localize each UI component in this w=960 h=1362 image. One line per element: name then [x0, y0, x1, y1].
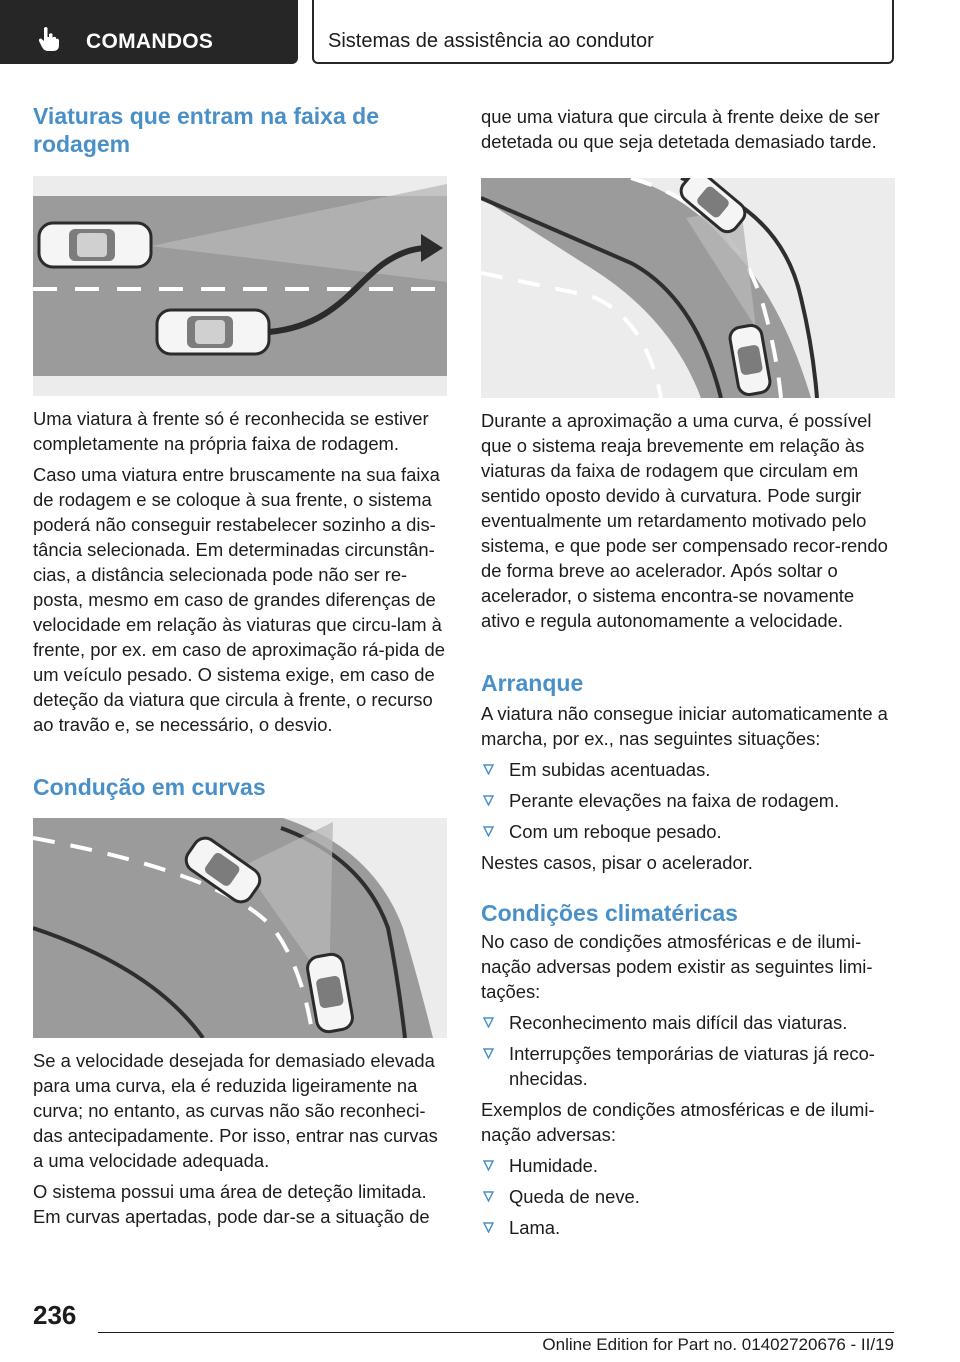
figure-curve-driving: [33, 818, 447, 1038]
page-number: 236: [33, 1300, 77, 1330]
triangle-bullet-icon: [483, 1222, 494, 1233]
cut-in-car: [157, 310, 269, 354]
triangle-bullet-icon: [483, 826, 494, 837]
paragraph: que uma viatura que circula à frente deixe de ser detetada ou que seja detetada demasiado tarde.: [481, 106, 880, 152]
triangle-bullet-icon: [483, 764, 494, 775]
paragraph: No caso de condições atmosféricas e de ilumi-nação adversas podem existir as seguintes limi-tações:: [481, 931, 873, 1002]
list-item: Lama.: [481, 1215, 895, 1240]
list-item: Queda de neve.: [481, 1184, 895, 1209]
list-item: Reconhecimento mais difícil das viaturas.: [481, 1010, 895, 1035]
triangle-bullet-icon: [483, 795, 494, 806]
paragraph: Caso uma viatura entre bruscamente na sua faixa de rodagem e se coloque à sua frente, o sistema poderá não conseguir restabelecer sozinho a dis-tância selecionada. Em determinadas circunstân-cias, a distância selecionada pode não ser re-posta, mesmo em caso de grandes diferenças de velocidade em relação às viaturas que circu-lam à frente, por ex. em caso de aproximação rá-pida de um veículo pesado. O sistema exige, em caso de deteção da viatura que circula à frente, o recurso ao travão e, se necessário, o desvio.: [33, 464, 445, 735]
paragraph: Durante a aproximação a uma curva, é possível que o sistema reaja brevemente em relação às viaturas da faixa de rodagem que circulam em sentido oposto devido à curvatura. Pode surgir eventualmente um retardamento motivado pelo sistema, e que pode ser compensado recor-rendo de forma breve ao acelerador. Após soltar o acelerador, o sistema encontra-se novamente ativo e regula autonomamente a velocidade.: [481, 410, 888, 631]
paragraph: Exemplos de condições atmosféricas e de ilumi-nação adversas:: [481, 1099, 875, 1145]
triangle-bullet-icon: [483, 1017, 494, 1028]
weather-list: [481, 1010, 895, 1091]
section-label: COMANDOS: [86, 30, 214, 53]
edition-note: Online Edition for Part no. 01402720676 - II/19: [542, 1335, 894, 1354]
paragraph: Nestes casos, pisar o acelerador.: [481, 852, 753, 873]
chapter-tab: [312, 0, 894, 64]
section-tab: [0, 0, 298, 64]
right-column: [481, 104, 895, 1240]
figure-cut-in-vehicle: [33, 176, 447, 396]
figure-sharp-curve: [481, 178, 895, 398]
paragraph: Uma viatura à frente só é reconhecida se estiver completamente na própria faixa de rodagem.: [33, 408, 429, 454]
heading-start: Arranque: [481, 670, 584, 696]
list-item: Em subidas acentuadas.: [481, 757, 895, 782]
list-item: Humidade.: [481, 1153, 895, 1178]
footer-divider: [98, 1332, 894, 1333]
list-item: Com um reboque pesado.: [481, 819, 895, 844]
chapter-title: Sistemas de assistência ao condutor: [328, 30, 654, 52]
lead-car: [39, 223, 151, 267]
triangle-bullet-icon: [483, 1160, 494, 1171]
heading-weather: Condições climatéricas: [481, 900, 738, 926]
triangle-bullet-icon: [483, 1048, 494, 1059]
page-header: [0, 0, 960, 66]
paragraph: Se a velocidade desejada for demasiado elevada para uma curva, ela é reduzida ligeiramente na curva; no entanto, as curvas não são reconheci-das antecipadamente. Por isso, entrar nas curvas a uma velocidade adequada.: [33, 1050, 438, 1171]
hand-pointer-icon: [38, 26, 60, 52]
examples-list: [481, 1153, 895, 1240]
heading-cut-in: Viaturas que entram na faixa de rodagem: [33, 103, 379, 157]
triangle-bullet-icon: [483, 1191, 494, 1202]
heading-curves: Condução em curvas: [33, 774, 266, 800]
start-list: [481, 757, 895, 844]
paragraph: O sistema possui uma área de deteção limitada. Em curvas apertadas, pode dar-se a situação de: [33, 1181, 430, 1227]
list-item: Interrupções temporárias de viaturas já reco-nhecidas.: [481, 1041, 895, 1091]
paragraph: A viatura não consegue iniciar automaticamente a marcha, por ex., nas seguintes situações:: [481, 703, 888, 749]
left-column: [33, 102, 447, 1229]
list-item: Perante elevações na faixa de rodagem.: [481, 788, 895, 813]
